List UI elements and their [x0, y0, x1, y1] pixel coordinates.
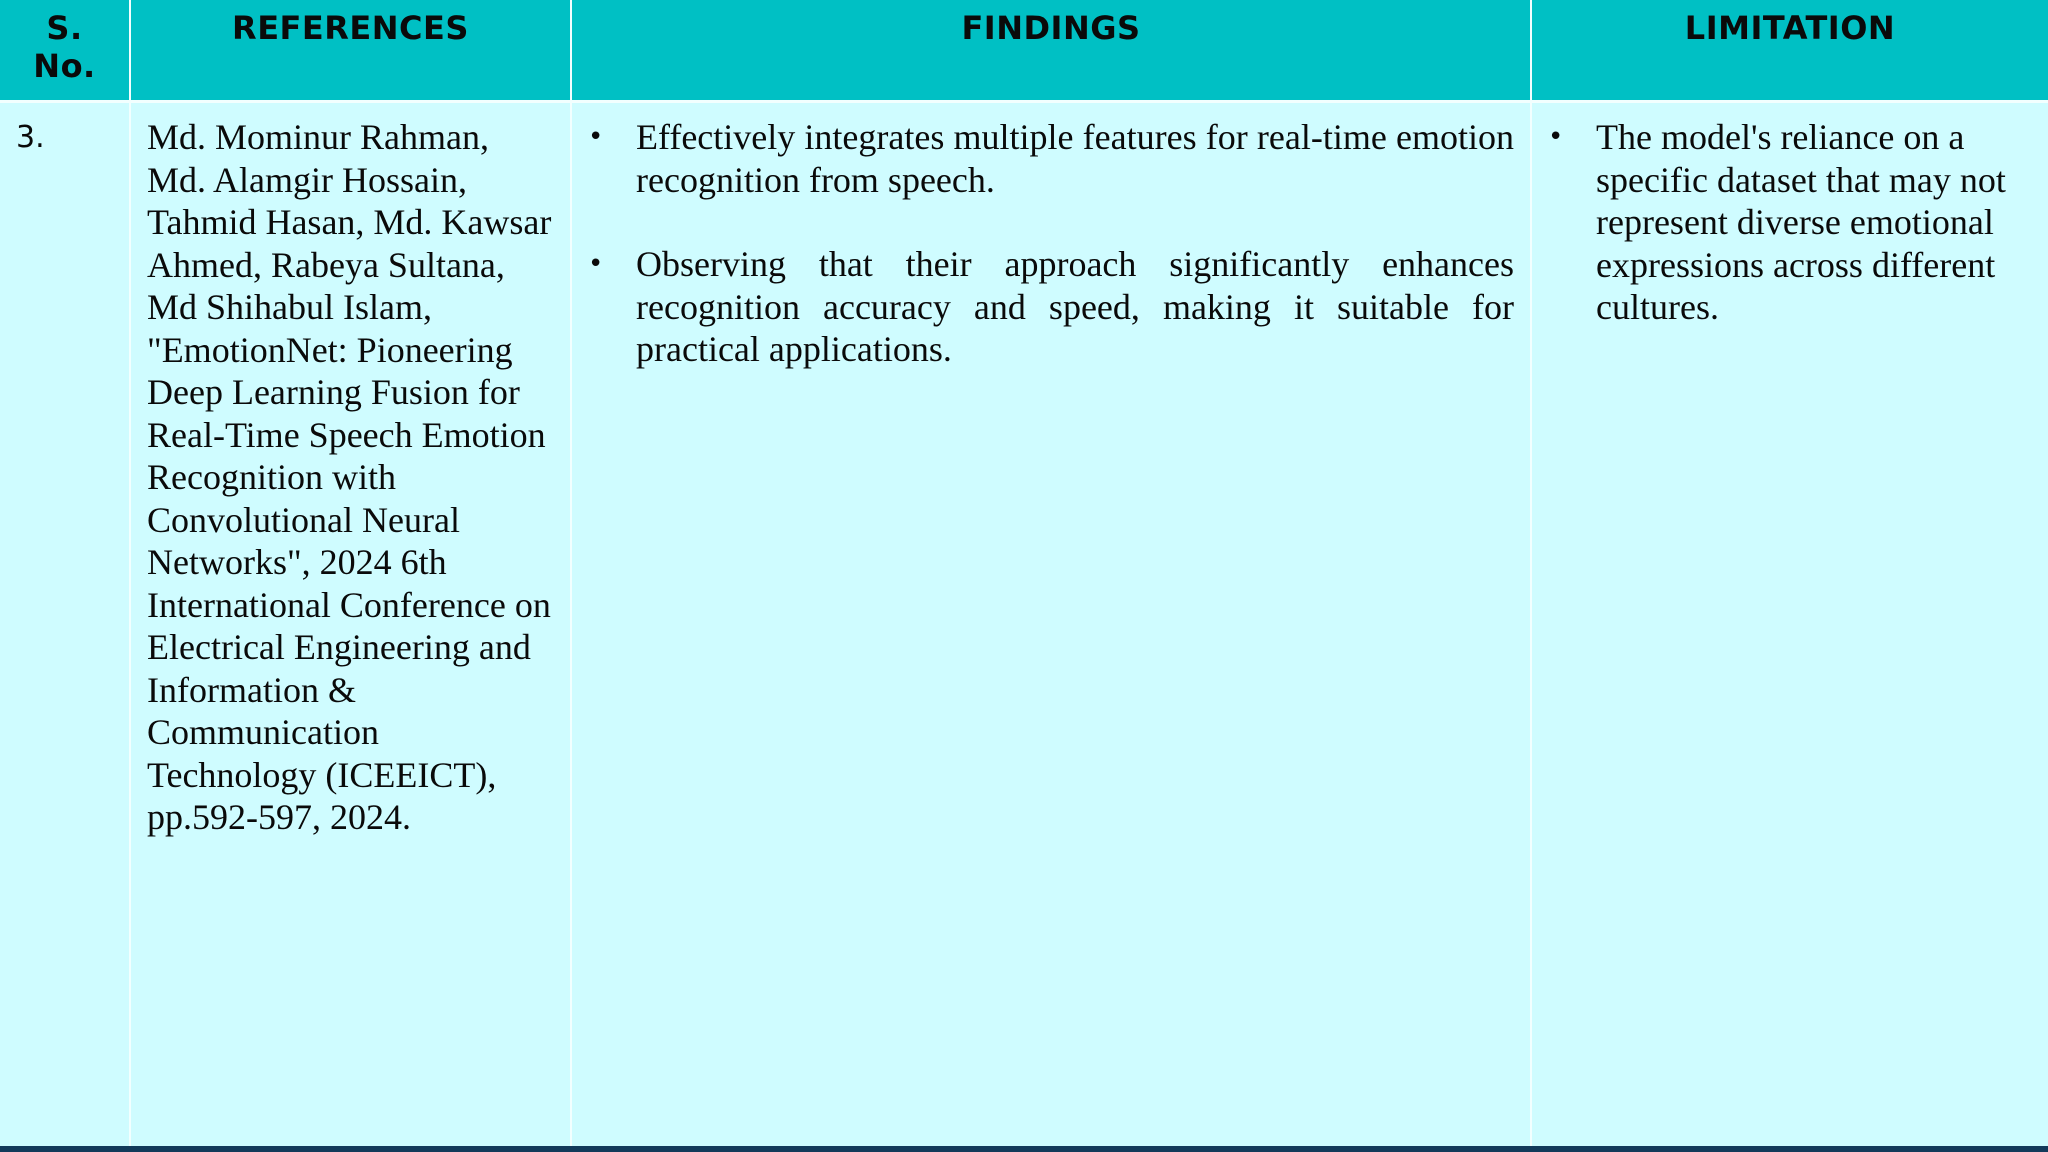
- bullet-icon: •: [1548, 122, 1564, 152]
- header-findings: FINDINGS: [571, 0, 1531, 102]
- cell-reference: Md. Mominur Rahman, Md. Alamgir Hossain, Tahmid Hasan, Md. Kawsar Ahmed, Rabeya Sultana, Md Shihabul Islam, "EmotionNet: Pioneering Deep Learning Fusion for Real-Time Speech Emotion Recognition with Convolutional Neural Networks", 2024 6th International Conference on Electrical Engineering and Information & Communication Technology (ICEEICT), pp.592-597, 2024.: [130, 102, 571, 1147]
- cell-findings: [571, 102, 1531, 1147]
- findings-list: [588, 116, 1514, 371]
- finding-text: Observing that their approach significantly enhances recognition accuracy and speed, making it suitable for practical applications.: [636, 244, 1514, 369]
- bottom-decorative-bar: [0, 1146, 2048, 1152]
- limitation-text: The model's reliance on a specific dataset that may not represent diverse emotional expressions across different cultures.: [1596, 117, 2006, 327]
- finding-text: Effectively integrates multiple features for real-time emotion recognition from speech.: [636, 117, 1514, 200]
- table-row: [0, 102, 2048, 1147]
- header-sno: S. No.: [0, 0, 130, 102]
- limitation-item: [1548, 116, 2034, 329]
- header-row: [0, 0, 2048, 102]
- bullet-icon: •: [588, 122, 604, 152]
- cell-sno: 3.: [0, 102, 130, 1147]
- header-references: REFERENCES: [130, 0, 571, 102]
- finding-item: [588, 243, 1514, 371]
- bullet-icon: •: [588, 249, 604, 279]
- finding-item: [588, 116, 1514, 201]
- header-limitation: LIMITATION: [1531, 0, 2048, 102]
- cell-limitation: [1531, 102, 2048, 1147]
- limitations-list: [1548, 116, 2034, 329]
